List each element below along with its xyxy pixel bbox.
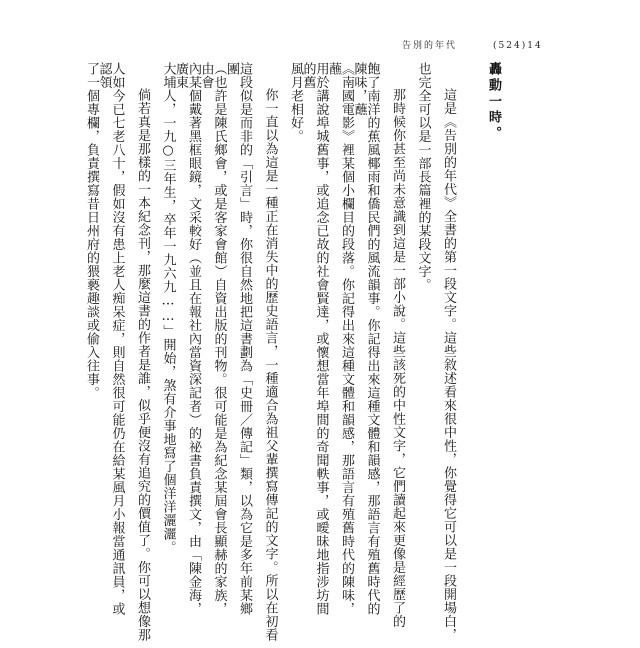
text-column: 內某個戴著黑框眼鏡，文采較好（並且在報社內當資深記者）的祕書負責撰文，由「陳金海，廣東 (173, 62, 201, 616)
book-title: 告別的年代 (402, 41, 458, 51)
text-column: 這是《告別的年代》全書的第一段文字。這些敘述看來很中性，你覺得它可以是一段開場白， (441, 88, 456, 642)
text-column: 那時候你甚至尚未意識到這是一部小說。這些該死的中性文字，它們讀起來更像是經歷了的 (390, 88, 405, 628)
text-column: 你一直以為這是一種正在消失中的歷史語言，一種適合為祖父輩撰寫傳記的文字。所以在初看 (262, 88, 278, 642)
paragraph-gap (467, 62, 475, 622)
text-column: 風月老相好。 (288, 62, 303, 143)
text-column: 轟動一時。 (486, 62, 501, 142)
text-column: 這段似是而非的「引言」時，你很自然地把這書劃為「史冊／傳記」類，以為它是多年前某鄉團 (224, 62, 252, 616)
text-column: 大埔人，一九○三年生，卒年一九六九……」開始，煞有介事地寫了個洋洋灑灑。 (160, 62, 176, 554)
vertical-text-block (84, 62, 501, 642)
page-number: (524)14 (493, 41, 543, 51)
text-column: 用於講說埠城舊事，或追念已故的社會賢達，或懷想當年埠間的奇聞軼事，或曖昧地指涉坊間的舊 (300, 62, 329, 616)
text-column: 也完全可以是一部長篇裡的某段文字。 (415, 62, 431, 292)
text-column: 飽了南洋的蕉風椰雨和僑民們的風流韻事。你記得出來這種文體和韻感，那語言有殖舊時代的陳味，蘸 (351, 62, 380, 616)
text-column: （也許是陳氏鄉會，或是客家會館）自資出版的刊物。很可能是為紀念某屆會長顯赫的家族，由會 (198, 62, 227, 616)
text-column: 人如今已七老八十，假如沒有患上老人痴呆症，則自然很可能仍在給某風月小報當通訊員，或認領 (96, 62, 125, 616)
text-column: 倘若真是那樣的一本紀念刊，那麼這書的作者是誰，似乎便沒有追究的價值了。你可以想像那 (135, 88, 150, 642)
running-head (402, 38, 543, 51)
text-column: 《南國電影》裡某個小欄目的段落。你記得出來這種文體和韻感，那語言有殖舊時代的陳味，蘸 (326, 62, 354, 616)
text-column: 了一個專欄，負責撰寫昔日州府的猥褻趣談或偷入往事。 (84, 62, 99, 400)
